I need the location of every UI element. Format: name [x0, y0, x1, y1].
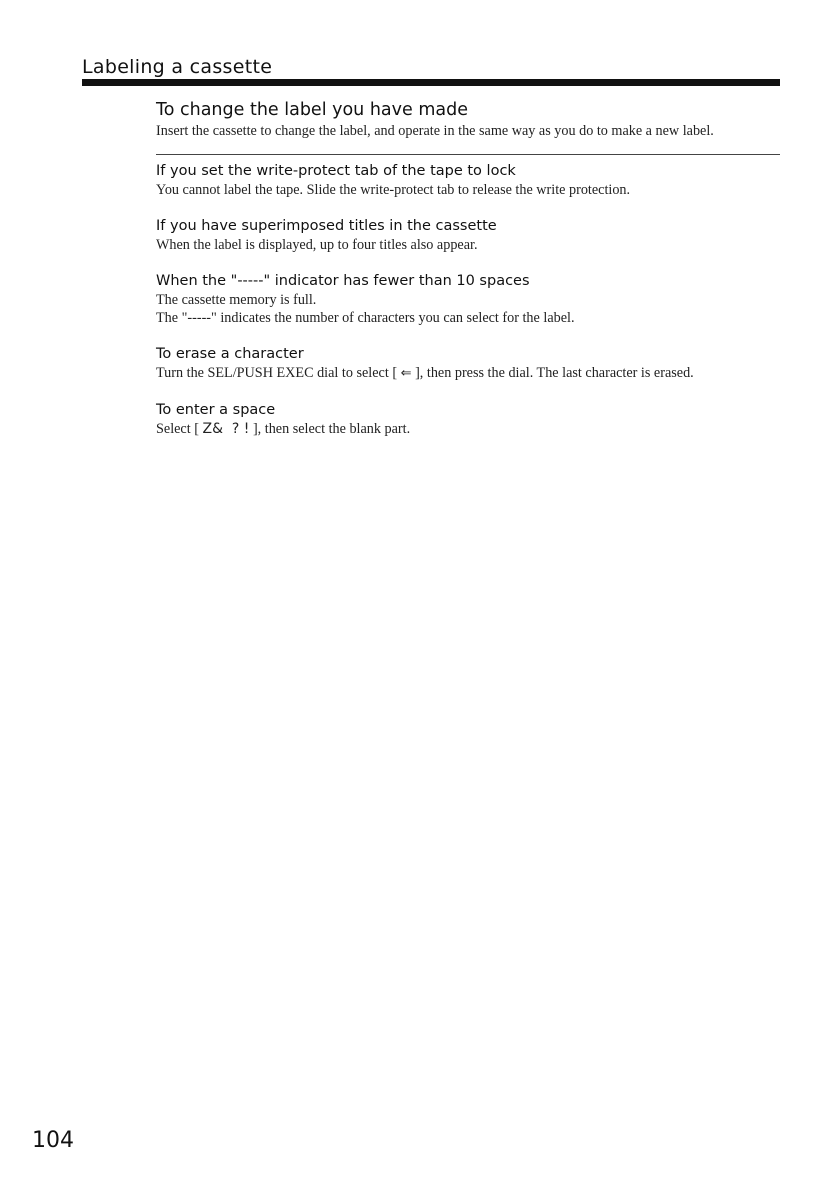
note-text-before: Turn the SEL/PUSH EXEC dial to select [	[156, 365, 398, 381]
note-text-before: Select [	[156, 421, 199, 437]
character-set-symbol: Z& ? !	[202, 421, 250, 437]
content	[156, 98, 780, 455]
note-text: You cannot label the tape. Slide the write-protect tab to release the write protection.	[156, 182, 631, 198]
note-text: The cassette memory is full.	[156, 292, 317, 308]
page-number: 104	[32, 1128, 74, 1153]
page-header-title: Labeling a cassette	[82, 56, 273, 78]
note-erase-character	[156, 344, 780, 383]
note-text-after: ], then select the blank part.	[252, 421, 411, 437]
section-body: Insert the cassette to change the label, and operate in the same way as you do to make a new label.	[156, 123, 714, 139]
note-title: If you set the write-protect tab of the tape to lock	[156, 163, 516, 179]
note-title: If you have superimposed titles in the cassette	[156, 218, 497, 234]
note-text: When the label is displayed, up to four titles also appear.	[156, 237, 478, 253]
notes-divider	[156, 154, 780, 155]
note-enter-space	[156, 400, 780, 438]
note-superimposed-titles	[156, 216, 780, 254]
note-memory-full	[156, 271, 780, 327]
note-title: To erase a character	[156, 346, 304, 362]
note-text	[156, 420, 780, 438]
section-title: To change the label you have made	[156, 100, 468, 120]
note-text: The "-----" indicates the number of characters you can select for the label.	[156, 310, 575, 326]
note-text-after: ], then press the dial. The last character is erased.	[415, 365, 694, 381]
note-title: When the "-----" indicator has fewer than 10 spaces	[156, 273, 530, 289]
left-arrow-icon: ⇐	[400, 366, 412, 381]
note-title: To enter a space	[156, 402, 276, 418]
header-rule	[82, 79, 780, 86]
note-text	[156, 364, 780, 383]
note-write-protect	[156, 161, 780, 199]
